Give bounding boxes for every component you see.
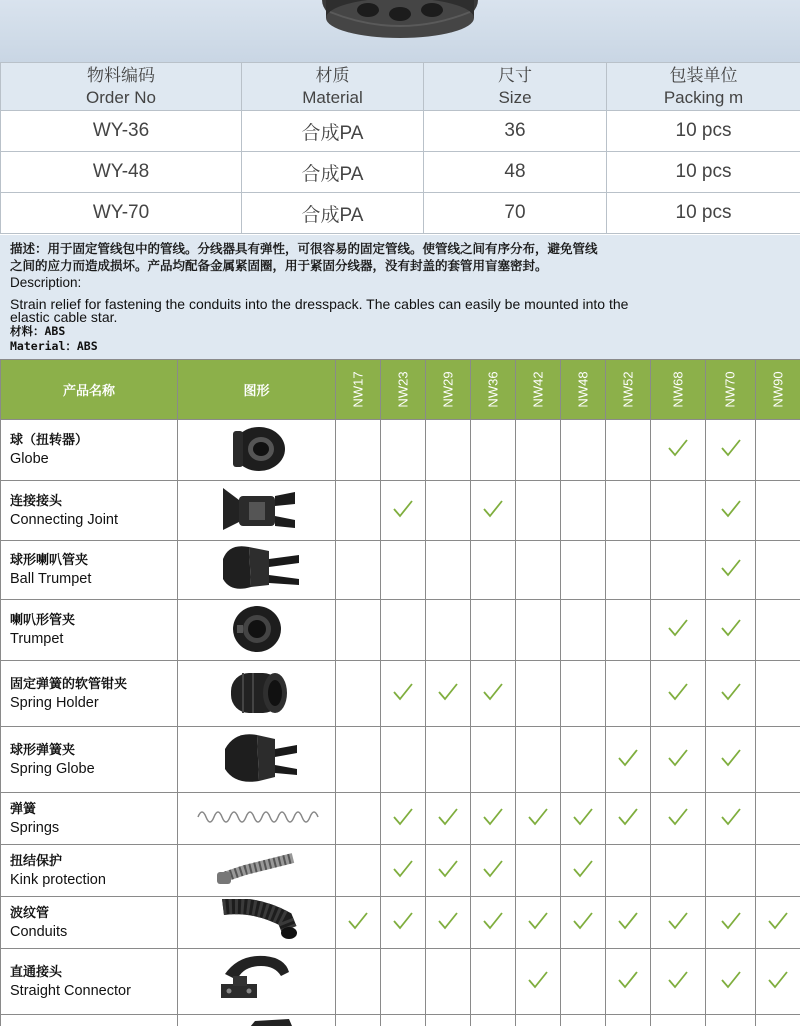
- compat-cell-nw42: [516, 541, 561, 600]
- spring-globe-icon: [209, 772, 305, 791]
- size-label: NW17: [350, 371, 366, 408]
- check-icon: [391, 916, 415, 935]
- compat-cell-nw23: [381, 420, 426, 481]
- check-icon: [481, 864, 505, 883]
- compat-cell-nw23: [381, 600, 426, 661]
- compat-cell-nw29: [426, 1015, 471, 1026]
- product-name-cell: [1, 661, 178, 727]
- product-name-en: Ball Trumpet: [10, 571, 92, 587]
- compatibility-grid: [0, 359, 800, 1026]
- size-cell: 70: [424, 193, 607, 234]
- compat-cell-nw52: [606, 600, 651, 661]
- product-name-en: Spring Globe: [10, 760, 95, 777]
- header-product-name: 产品名称: [1, 360, 178, 420]
- product-banner: [0, 0, 800, 62]
- compat-cell-nw36: [471, 897, 516, 949]
- size-label: NW52: [620, 371, 636, 408]
- compat-cell-nw52: [606, 420, 651, 481]
- compat-cell-nw90: [756, 897, 800, 949]
- table-row: [1, 111, 800, 152]
- compat-cell-nw52: [606, 793, 651, 845]
- check-icon: [526, 975, 550, 994]
- packing-cell: 10 pcs: [607, 193, 800, 234]
- check-icon: [766, 975, 790, 994]
- product-name-en: Kink protection: [10, 871, 106, 888]
- size-label: NW29: [440, 371, 456, 408]
- grid-header-row: [1, 360, 800, 420]
- product-name-en: Globe: [10, 451, 49, 467]
- check-icon: [526, 916, 550, 935]
- compat-cell-nw36: [471, 481, 516, 541]
- compat-cell-nw70: [706, 420, 756, 481]
- product-name-zh: 球（扭转器）: [10, 433, 89, 448]
- table-row: [1, 600, 800, 661]
- product-image-cell: [178, 1015, 336, 1026]
- compat-cell-nw90: [756, 420, 800, 481]
- description-heading: Description:: [10, 275, 82, 290]
- product-image-cell: [178, 727, 336, 793]
- product-image-cell: [178, 897, 336, 949]
- check-icon: [436, 864, 460, 883]
- compat-cell-nw70: [706, 793, 756, 845]
- compat-cell-nw29: [426, 727, 471, 793]
- product-name-en: Trumpet: [10, 631, 64, 647]
- product-name-en: Straight Connector: [10, 982, 131, 999]
- compat-cell-nw17: [336, 727, 381, 793]
- compat-cell-nw42: [516, 845, 561, 897]
- globe-fitting-icon: [217, 460, 297, 479]
- straight-connector-icon: [215, 995, 299, 1014]
- product-name-zh: 波纹管: [10, 905, 50, 921]
- compat-cell-nw29: [426, 600, 471, 661]
- compat-cell-nw48: [561, 600, 606, 661]
- compat-cell-nw36: [471, 1015, 516, 1026]
- compat-cell-nw42: [516, 1015, 561, 1026]
- table-row: [1, 152, 800, 193]
- size-header-nw36: [471, 360, 516, 420]
- check-icon: [346, 916, 370, 935]
- compat-cell-nw90: [756, 661, 800, 727]
- compat-cell-nw68: [651, 541, 706, 600]
- compat-cell-nw23: [381, 897, 426, 949]
- check-icon: [666, 812, 690, 831]
- check-icon: [526, 812, 550, 831]
- product-name-zh: 扭结保护: [10, 853, 63, 869]
- check-icon: [719, 753, 743, 772]
- check-icon: [666, 753, 690, 772]
- compat-cell-nw52: [606, 541, 651, 600]
- check-icon: [719, 443, 743, 462]
- compat-cell-nw90: [756, 949, 800, 1015]
- product-name-cell: [1, 845, 178, 897]
- product-image-cell: [178, 541, 336, 600]
- compat-cell-nw17: [336, 1015, 381, 1026]
- order-no-cell: WY-70: [1, 193, 242, 234]
- description-cn-line: 描述：用于固定管线包中的管线。分线器具有弹性，可很容易的固定管线。使管线之间有序分布，避免管线: [10, 241, 598, 256]
- compat-cell-nw48: [561, 793, 606, 845]
- table-row: [1, 193, 800, 234]
- product-name-cell: [1, 420, 178, 481]
- compat-cell-nw70: [706, 661, 756, 727]
- material-cell: 合成PA: [242, 152, 424, 193]
- check-icon: [571, 916, 595, 935]
- compat-cell-nw52: [606, 481, 651, 541]
- compat-cell-nw70: [706, 727, 756, 793]
- size-header-nw23: [381, 360, 426, 420]
- material-cn: 材料：ABS: [10, 324, 66, 338]
- compat-cell-nw48: [561, 541, 606, 600]
- compat-cell-nw23: [381, 541, 426, 600]
- compat-cell-nw29: [426, 949, 471, 1015]
- product-name-cell: [1, 949, 178, 1015]
- check-icon: [571, 812, 595, 831]
- spring-icon: [194, 814, 320, 833]
- compat-cell-nw68: [651, 793, 706, 845]
- connecting-joint-icon: [209, 521, 305, 540]
- compat-cell-nw68: [651, 949, 706, 1015]
- product-image-cell: [178, 481, 336, 541]
- compat-cell-nw90: [756, 793, 800, 845]
- compat-cell-nw23: [381, 949, 426, 1015]
- check-icon: [391, 504, 415, 523]
- compat-cell-nw48: [561, 481, 606, 541]
- order-no-cell: WY-48: [1, 152, 242, 193]
- compat-cell-nw17: [336, 793, 381, 845]
- size-cell: 48: [424, 152, 607, 193]
- check-icon: [719, 563, 743, 582]
- compat-cell-nw48: [561, 727, 606, 793]
- spec-header-material: 材质 Material: [242, 63, 424, 111]
- check-icon: [666, 687, 690, 706]
- product-image-cell: [178, 845, 336, 897]
- table-row: [1, 897, 800, 949]
- spec-table: [0, 62, 800, 234]
- cable-star-image: [0, 0, 800, 62]
- partial-fitting-icon: [215, 1018, 299, 1026]
- compat-cell-nw52: [606, 845, 651, 897]
- check-icon: [719, 504, 743, 523]
- packing-cell: 10 pcs: [607, 111, 800, 152]
- compat-cell-nw17: [336, 481, 381, 541]
- compat-cell-nw48: [561, 949, 606, 1015]
- table-row: [1, 420, 800, 481]
- order-no-cell: WY-36: [1, 111, 242, 152]
- check-icon: [436, 687, 460, 706]
- compat-cell-nw70: [706, 541, 756, 600]
- size-header-nw29: [426, 360, 471, 420]
- check-icon: [719, 687, 743, 706]
- compat-cell-nw52: [606, 949, 651, 1015]
- description-en-line: Strain relief for fastening the conduits into the dresspack. The cables can easily be mounted into the: [10, 296, 629, 312]
- compat-cell-nw42: [516, 600, 561, 661]
- product-name-zh: 喇叭形管夹: [10, 613, 76, 628]
- size-label: NW90: [770, 371, 786, 408]
- compat-cell-nw52: [606, 1015, 651, 1026]
- compat-cell-nw23: [381, 661, 426, 727]
- size-header-nw70: [706, 360, 756, 420]
- compat-cell-nw70: [706, 949, 756, 1015]
- compat-cell-nw70: [706, 897, 756, 949]
- compat-cell-nw36: [471, 420, 516, 481]
- compat-cell-nw42: [516, 793, 561, 845]
- compat-cell-nw17: [336, 420, 381, 481]
- check-icon: [481, 916, 505, 935]
- packing-cell: 10 pcs: [607, 152, 800, 193]
- size-label: NW23: [395, 371, 411, 408]
- compat-cell-nw52: [606, 727, 651, 793]
- compat-cell-nw48: [561, 845, 606, 897]
- check-icon: [436, 812, 460, 831]
- check-icon: [481, 812, 505, 831]
- spec-header-size: 尺寸 Size: [424, 63, 607, 111]
- description-en-line: elastic cable star.: [10, 309, 118, 325]
- material-cell: 合成PA: [242, 111, 424, 152]
- product-name-cell: [1, 541, 178, 600]
- size-header-nw17: [336, 360, 381, 420]
- compat-cell-nw17: [336, 600, 381, 661]
- product-name-cell: [1, 793, 178, 845]
- product-name-zh: 球形喇叭管夹: [10, 553, 89, 568]
- compat-cell-nw68: [651, 481, 706, 541]
- product-image-cell: [178, 661, 336, 727]
- check-icon: [391, 687, 415, 706]
- compat-cell-nw42: [516, 949, 561, 1015]
- kink-protection-icon: [215, 871, 299, 890]
- compat-cell-nw29: [426, 420, 471, 481]
- compat-cell-nw90: [756, 727, 800, 793]
- compat-cell-nw70: [706, 481, 756, 541]
- product-image-cell: [178, 949, 336, 1015]
- size-header-nw52: [606, 360, 651, 420]
- compat-cell-nw17: [336, 897, 381, 949]
- product-name-en: Springs: [10, 819, 60, 836]
- table-row: [1, 727, 800, 793]
- ball-trumpet-icon: [209, 580, 305, 599]
- check-icon: [719, 623, 743, 642]
- check-icon: [616, 916, 640, 935]
- compat-cell-nw36: [471, 949, 516, 1015]
- size-header-nw48: [561, 360, 606, 420]
- check-icon: [766, 916, 790, 935]
- compat-cell-nw42: [516, 661, 561, 727]
- check-icon: [666, 916, 690, 935]
- product-name-cell: [1, 897, 178, 949]
- compat-cell-nw29: [426, 481, 471, 541]
- compat-cell-nw29: [426, 793, 471, 845]
- compat-cell-nw23: [381, 1015, 426, 1026]
- compat-cell-nw17: [336, 541, 381, 600]
- compat-cell-nw42: [516, 897, 561, 949]
- check-icon: [436, 916, 460, 935]
- check-icon: [481, 687, 505, 706]
- compat-cell-nw68: [651, 1015, 706, 1026]
- compat-cell-nw29: [426, 661, 471, 727]
- product-image-cell: [178, 793, 336, 845]
- compat-cell-nw52: [606, 661, 651, 727]
- compat-cell-nw17: [336, 949, 381, 1015]
- product-name-zh: 球形弹簧夹: [10, 742, 76, 758]
- size-label: NW42: [530, 371, 546, 408]
- description-block: [0, 235, 800, 360]
- size-label: NW48: [575, 371, 591, 408]
- check-icon: [666, 623, 690, 642]
- size-cell: 36: [424, 111, 607, 152]
- compat-cell-nw90: [756, 541, 800, 600]
- compat-cell-nw48: [561, 1015, 606, 1026]
- compat-cell-nw48: [561, 661, 606, 727]
- compat-cell-nw68: [651, 600, 706, 661]
- check-icon: [666, 443, 690, 462]
- conduit-icon: [215, 928, 299, 947]
- table-row: [1, 793, 800, 845]
- table-row: [1, 541, 800, 600]
- trumpet-icon: [217, 640, 297, 659]
- size-label: NW68: [670, 371, 686, 408]
- check-icon: [391, 812, 415, 831]
- compat-cell-nw68: [651, 420, 706, 481]
- size-header-nw90: [756, 360, 800, 420]
- check-icon: [616, 812, 640, 831]
- compat-cell-nw36: [471, 845, 516, 897]
- size-header-nw68: [651, 360, 706, 420]
- product-name-zh: 弹簧: [10, 801, 37, 817]
- compat-cell-nw48: [561, 897, 606, 949]
- product-image-cell: [178, 600, 336, 661]
- product-name-zh: 连接接头: [10, 493, 63, 509]
- table-row: [1, 481, 800, 541]
- compat-cell-nw17: [336, 845, 381, 897]
- check-icon: [571, 864, 595, 883]
- compat-cell-nw70: [706, 600, 756, 661]
- table-row: [1, 661, 800, 727]
- compat-cell-nw23: [381, 845, 426, 897]
- product-name-cell: [1, 1015, 178, 1026]
- product-name-en: Conduits: [10, 923, 68, 940]
- header-image: 图形: [178, 360, 336, 420]
- product-image-cell: [178, 420, 336, 481]
- compat-cell-nw48: [561, 420, 606, 481]
- compat-cell-nw36: [471, 727, 516, 793]
- spec-header-packing: 包装单位 Packing m: [607, 63, 800, 111]
- product-name-cell: [1, 727, 178, 793]
- compat-cell-nw29: [426, 897, 471, 949]
- compat-cell-nw42: [516, 727, 561, 793]
- size-header-nw42: [516, 360, 561, 420]
- product-name-zh: 固定弹簧的软管钳夹: [10, 676, 128, 692]
- size-label: NW70: [723, 371, 738, 408]
- compat-cell-nw70: [706, 845, 756, 897]
- check-icon: [719, 916, 743, 935]
- material-en: Material：ABS: [10, 339, 98, 353]
- table-row: [1, 949, 800, 1015]
- compat-cell-nw36: [471, 541, 516, 600]
- check-icon: [391, 864, 415, 883]
- material-cell: 合成PA: [242, 193, 424, 234]
- compat-cell-nw68: [651, 897, 706, 949]
- spring-holder-icon: [217, 706, 297, 725]
- product-name-en: Spring Holder: [10, 694, 99, 711]
- compat-cell-nw23: [381, 727, 426, 793]
- compat-cell-nw23: [381, 793, 426, 845]
- table-row: [1, 845, 800, 897]
- compat-cell-nw42: [516, 420, 561, 481]
- compat-cell-nw29: [426, 541, 471, 600]
- compat-cell-nw36: [471, 793, 516, 845]
- spec-header-order: 物料编码 Order No: [1, 63, 242, 111]
- check-icon: [616, 753, 640, 772]
- product-name-en: Connecting Joint: [10, 511, 119, 528]
- compat-cell-nw90: [756, 845, 800, 897]
- check-icon: [481, 504, 505, 523]
- compat-cell-nw90: [756, 481, 800, 541]
- compat-cell-nw68: [651, 661, 706, 727]
- compat-cell-nw90: [756, 600, 800, 661]
- compat-cell-nw70: [706, 1015, 756, 1026]
- compat-cell-nw17: [336, 661, 381, 727]
- compat-cell-nw23: [381, 481, 426, 541]
- compat-cell-nw36: [471, 661, 516, 727]
- compat-cell-nw90: [756, 1015, 800, 1026]
- check-icon: [616, 975, 640, 994]
- size-label: NW36: [485, 371, 501, 408]
- table-row: [1, 1015, 800, 1026]
- compat-cell-nw68: [651, 727, 706, 793]
- description-cn-line: 之间的应力而造成损坏。产品均配备金属紧固圈，用于紧固分线器，没有封盖的套管用盲塞密封。: [10, 258, 548, 273]
- product-name-cell: [1, 600, 178, 661]
- check-icon: [719, 812, 743, 831]
- compat-cell-nw29: [426, 845, 471, 897]
- product-name-zh: 直通接头: [10, 964, 63, 980]
- compat-cell-nw42: [516, 481, 561, 541]
- compat-cell-nw68: [651, 845, 706, 897]
- check-icon: [666, 975, 690, 994]
- compat-cell-nw36: [471, 600, 516, 661]
- compat-cell-nw52: [606, 897, 651, 949]
- check-icon: [719, 975, 743, 994]
- product-name-cell: [1, 481, 178, 541]
